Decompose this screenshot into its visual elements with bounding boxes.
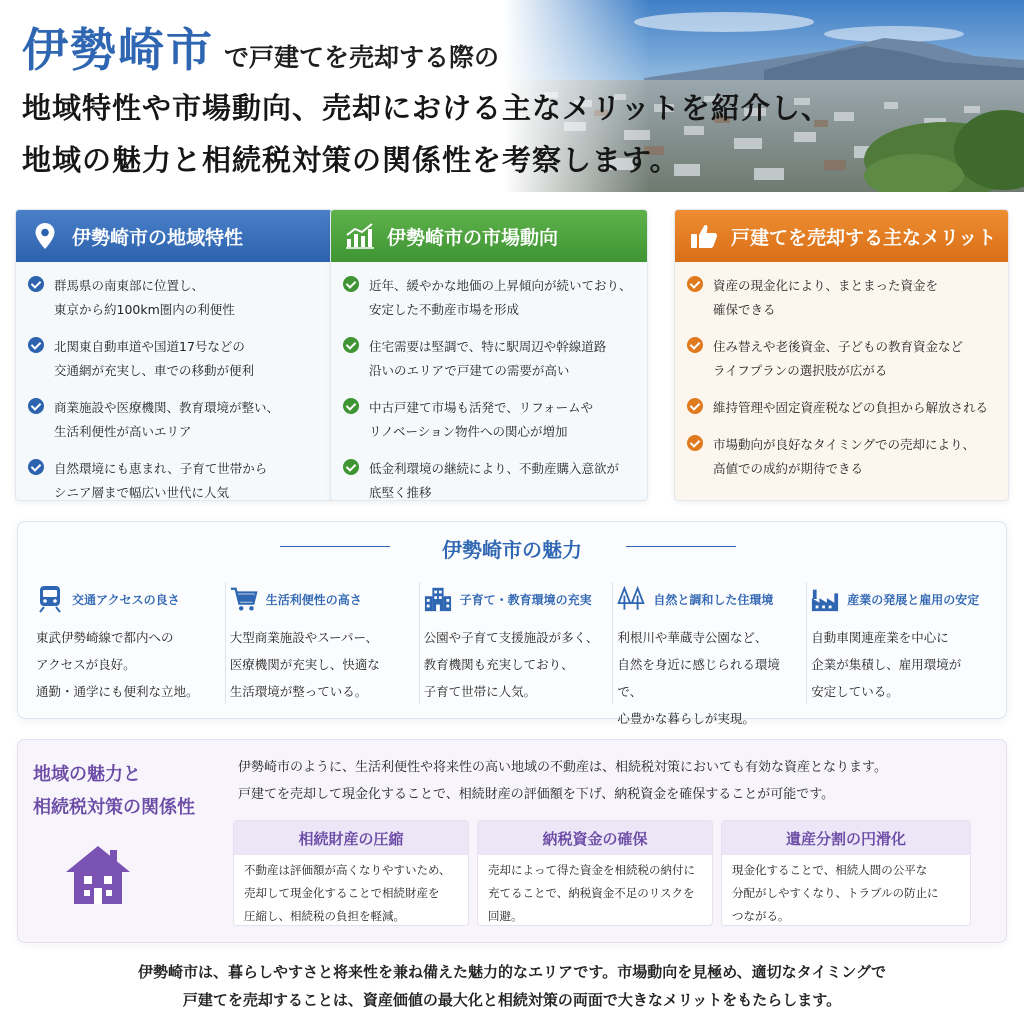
list-item-text: 近年、緩やかな地価の上昇傾向が続いており、 安定した不動産市場を形成 [369, 278, 632, 317]
list-item [687, 335, 998, 383]
charm-item-text: 自動車関連産業を中心に 企業が集積し、雇用環境が 安定している。 [811, 630, 962, 699]
list-item [687, 274, 998, 322]
tax-benefit-boxes [233, 820, 971, 926]
check-icon [28, 459, 44, 475]
map-pin-icon [30, 221, 60, 251]
title-line-2: 地域特性や市場動向、売却における主なメリットを紹介し、 [22, 91, 831, 125]
charm-item-nature [613, 582, 807, 726]
card-header [331, 210, 647, 262]
list-item-text: 市場動向が良好なタイミングでの売却により、 高値での成約が期待できる [713, 437, 976, 476]
list-item-text: 低金利環境の継続により、不動産購入意欲が 底堅く推移 [369, 461, 620, 500]
card-market-trends [330, 209, 648, 501]
charm-item-text: 公園や子育て支援施設が多く、 教育機関も充実しており、 子育て世帯に人気。 [423, 630, 599, 699]
charm-item-text: 利根川や華蔵寺公園など、 自然を身近に感じられる環境で、 心豊かな暮らしが実現。 [617, 630, 780, 726]
charm-item-transport [32, 582, 226, 704]
card-title: 伊勢崎市の地域特性 [72, 226, 244, 249]
charm-item-label: 交通アクセスの良さ [72, 592, 180, 607]
list-item [687, 433, 998, 481]
list-item [28, 274, 322, 322]
check-icon [343, 276, 359, 292]
school-building-icon [424, 585, 452, 613]
check-icon [687, 398, 703, 414]
footer-summary: 伊勢崎市は、暮らしやすさと将来性を兼ね備えた魅力的なエリアです。市場動向を見極め、適切なタイミングで 戸建てを売却することは、資産価値の最大化と相続対策の両面で大きなメリットをもたらします。 [137, 963, 887, 1009]
list-item-text: 維持管理や固定資産税などの負担から解放される [713, 400, 989, 415]
tax-box-asset-compression [233, 820, 469, 926]
card-list [331, 262, 647, 501]
tax-box-text: 現金化することで、相続人間の公平な 分配がしやすくなり、トラブルの防止に つながる。 [732, 863, 939, 923]
list-item [343, 396, 637, 444]
tax-box-text: 売却によって得た資金を相続税の納付に 充てることで、納税資金不足のリスクを 回避。 [488, 863, 695, 923]
charm-item-header [36, 582, 219, 616]
card-header [16, 210, 332, 262]
tax-box-title: 遺産分割の円滑化 [722, 821, 970, 855]
card-list [16, 262, 332, 501]
charm-panel [17, 521, 1007, 726]
check-icon [343, 337, 359, 353]
tax-box-estate-division [721, 820, 971, 926]
list-item [28, 457, 322, 501]
title-rule-right [626, 546, 736, 547]
charm-item-header [617, 582, 800, 616]
train-icon [36, 585, 64, 613]
list-item [687, 396, 998, 420]
card-title: 伊勢崎市の市場動向 [387, 226, 559, 249]
tax-box-title: 納税資金の確保 [478, 821, 712, 855]
check-icon [687, 337, 703, 353]
list-item [343, 457, 637, 501]
page-title [22, 14, 499, 80]
title-suffix: で戸建てを売却する際の [224, 43, 500, 72]
charm-item-label: 自然と調和した住環境 [653, 592, 774, 607]
charm-item-text: 大型商業施設やスーパー、 医療機関が充実し、快適な 生活環境が整っている。 [229, 630, 380, 699]
list-item-text: 群馬県の南東部に位置し、 東京から約100km圏内の利便性 [54, 278, 235, 317]
charm-title: 伊勢崎市の魅力 [442, 538, 582, 562]
card-selling-merits [674, 209, 1009, 501]
shopping-cart-icon [230, 585, 258, 613]
check-icon [28, 276, 44, 292]
bar-chart-icon [345, 221, 375, 251]
factory-icon [811, 585, 839, 613]
list-item-text: 北関東自動車道や国道17号などの 交通網が充実し、車での移動が便利 [54, 339, 255, 378]
charm-item-label: 産業の発展と雇用の安定 [847, 592, 980, 607]
charm-item-header [424, 582, 607, 616]
list-item-text: 住み替えや老後資金、子どもの教育資金など ライフプランの選択肢が広がる [713, 339, 964, 378]
list-item-text: 資産の現金化により、まとまった資金を 確保できる [713, 278, 939, 317]
charm-columns [32, 582, 1000, 726]
charm-item-text: 東武伊勢崎線で都内への アクセスが良好。 通勤・通学にも便利な立地。 [36, 630, 199, 699]
city-name: 伊勢崎市 [22, 23, 214, 77]
check-icon [343, 459, 359, 475]
thumbs-up-icon [689, 221, 719, 251]
charm-item-convenience [226, 582, 420, 704]
list-item [343, 274, 637, 322]
charm-item-label: 生活利便性の高さ [265, 592, 362, 607]
list-item-text: 自然環境にも恵まれ、子育て世帯から シニア層まで幅広い世代に人気 [54, 461, 268, 500]
tax-panel-title: 地域の魅力と 相続税対策の関係性 [33, 764, 195, 818]
list-item [343, 335, 637, 383]
tax-box-title: 相続財産の圧縮 [234, 821, 468, 855]
card-header [675, 210, 1008, 262]
card-regional-characteristics [15, 209, 333, 501]
check-icon [28, 398, 44, 414]
house-icon [64, 844, 132, 906]
list-item [28, 335, 322, 383]
header [0, 0, 1024, 200]
charm-item-label: 子育て・教育環境の充実 [459, 592, 592, 607]
card-list [675, 262, 1008, 481]
charm-item-industry [807, 582, 1000, 704]
tax-box-text: 不動産は評価額が高くなりやすいため、 売却して現金化することで相続財産を 圧縮し、相続税の負担を軽減。 [244, 863, 451, 923]
tax-intro-text: 伊勢崎市のように、生活利便性や将来性の高い地域の不動産は、相続税対策においても有効な資産となります。 戸建てを売却して現金化することで、相続財産の評価額を下げ、納税資金を確保することが可能です。 [238, 760, 887, 802]
check-icon [687, 276, 703, 292]
charm-item-header [230, 582, 413, 616]
list-item [28, 396, 322, 444]
card-title: 戸建てを売却する主なメリット [731, 226, 997, 249]
list-item-text: 住宅需要は堅調で、特に駅周辺や幹線道路 沿いのエリアで戸建ての需要が高い [369, 339, 607, 378]
title-line-3: 地域の魅力と相続税対策の関係性を考察します。 [22, 143, 680, 177]
charm-item-education [420, 582, 614, 704]
check-icon [343, 398, 359, 414]
charm-item-header [811, 582, 994, 616]
list-item-text: 中古戸建て市場も活発で、リフォームや リノベーション物件への関心が増加 [369, 400, 594, 439]
tax-box-tax-funds [477, 820, 713, 926]
check-icon [28, 337, 44, 353]
inheritance-tax-panel [17, 739, 1007, 943]
trees-icon [617, 585, 645, 613]
check-icon [687, 435, 703, 451]
list-item-text: 商業施設や医療機関、教育環境が整い、 生活利便性が高いエリア [54, 400, 280, 439]
